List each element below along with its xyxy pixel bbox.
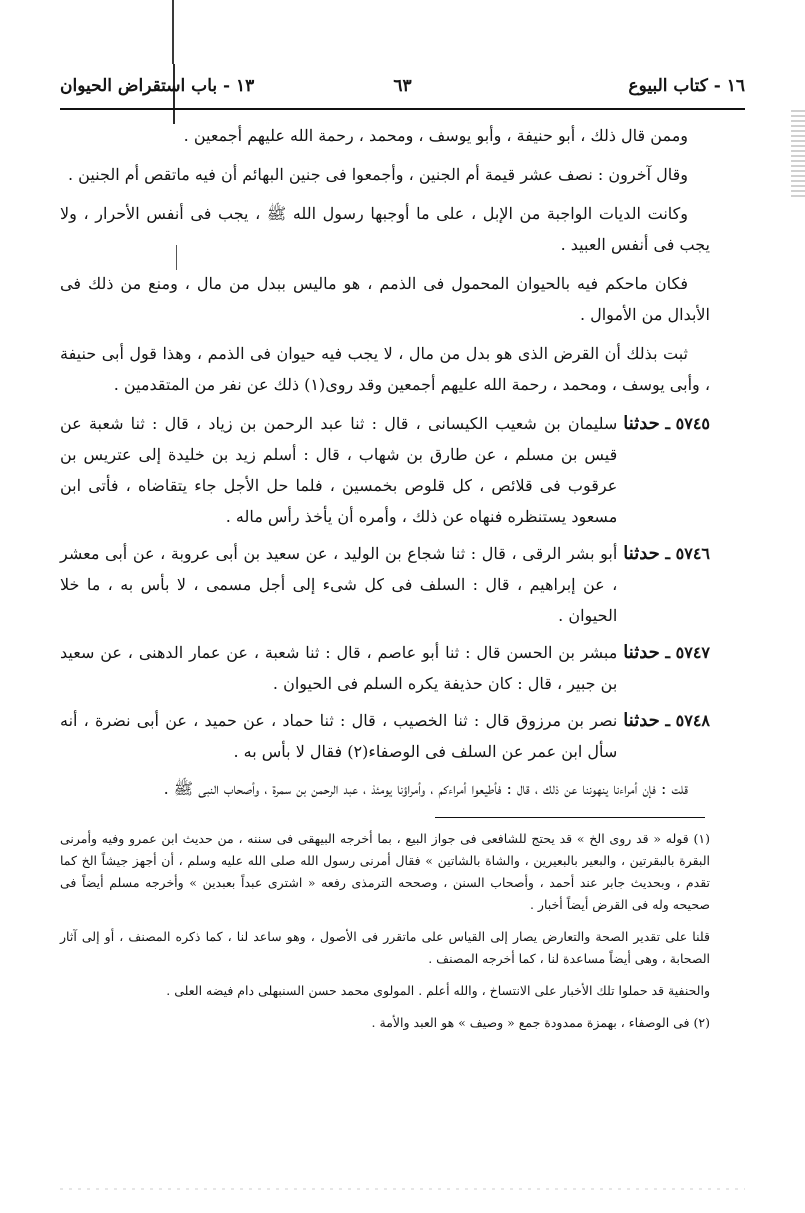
hadith-entry: [60, 637, 710, 699]
hadith-text: أبو بشر الرقى ، قال : ثنا شجاع بن الوليد ، عن سعيد بن أبى عروبة ، عن أبى معشر ، عن إبراهيم ، قال : السلف فى كل شىء إلى أجل مسمى ، لا بأس به ، ما خلا الحيوان .: [60, 544, 618, 625]
hadith-entry: [60, 538, 710, 631]
footnote-rule: [435, 817, 705, 818]
hadith-text: سليمان بن شعيب الكيسانى ، قال : ثنا عبد الرحمن بن زياد ، قال : ثنا شعبة عن قيس بن مسلم ، عن طارق بن شهاب ، قال : أسلم زيد بن خليدة إلى عتريس بن عرقوب فى قلائص ، كل قلوص بخمسين ، فلما حل الأجل جاء يتقاضاه ، فأتى ابن مسعود يستنظره فنهاه عن ذلك ، وأمره أن يأخذ رأس ماله .: [60, 414, 618, 526]
main-text: [60, 120, 710, 812]
footnote-2: (٢) فى الوصفاء ، بهمزة ممدودة جمع « وصيف » هو العبد والأمة .: [371, 1015, 710, 1030]
footnote-1-continued: قلنا على تقدير الصحة والتعارض يصار إلى القياس على ماتقرر فى الأصول ، وهو ساعد لنا ، كما ذكره المصنف ، أو إلى آثار الصحابة ، وهى أيضاً مساعدة لنا ، كما أخرجه المصنف .: [60, 929, 710, 966]
paragraph: وكانت الديات الواجبة من الإبل ، على ما أوجبها رسول الله ﷺ ، يجب فى أنفس الأحرار ، ولا يجب فى أنفس العبيد .: [60, 204, 710, 254]
hadith-keyword: حدثنا: [623, 413, 660, 434]
hadith-number: ٥٧٤٧ ـ حدثنا: [623, 642, 710, 663]
paragraph: قلت : فإن أمراءنا ينهوننا عن ذلك ، قال : فأطيعوا أمراءكم ، وأمراؤنا يومئذ ، عبد الرحمن بن سمرة ، وأصحاب النبى ﷺ .: [163, 779, 688, 798]
footnote-1: (١) قوله « قد روى الخ » قد يحتج للشافعى فى جواز البيع ، بما أخرجه البيهقى فى سننه ، من حديث ابن عمرو وفيه وأمرنى البقرة بالبقرتين ، والبعير بالبعيرين ، والشاة بالشاتين » فقال أمرنى رسول الله صلى الله عليه وسلم ، أن أجهز جيشاً الخ كما تقدم ، وبحديث جابر عند أحمد ، وأصحاب السنن ، وصححه الترمذى رفعه « اشترى عبداً بعبدين » وأخرجه مسلم أيضاً فى صحيحه وله فى القرض أيضاً أخبار .: [60, 831, 710, 912]
hadith-keyword: حدثنا: [623, 543, 660, 564]
running-header: [60, 70, 745, 110]
scan-bottom-noise: [60, 1188, 745, 1190]
hadith-number: ٥٧٤٨ ـ حدثنا: [623, 710, 710, 731]
hadith-keyword: حدثنا: [623, 642, 660, 663]
hadith-number: ٥٧٤٥ ـ حدثنا: [623, 413, 710, 434]
hadith-number: ٥٧٤٦ ـ حدثنا: [623, 543, 710, 564]
header-section: ١٣ - باب استقراض الحيوان: [60, 76, 255, 96]
paragraph: فكان ماحكم فيه بالحيوان المحمول فى الذمم ، هو ماليس ببدل من مال ، ومنع من ذلك فى الأبدال من الأموال .: [60, 274, 710, 324]
hadith-text: نصر بن مرزوق قال : ثنا الخصيب ، قال : ثنا حماد ، عن حميد ، عن أبى نضرة ، أنه سأل ابن عمر عن السلف فى الوصفاء(٢) فقال لا بأس به .: [60, 711, 618, 761]
paragraph: ثبت بذلك أن القرض الذى هو بدل من مال ، لا يجب فيه حيوان فى الذمم ، وهذا قول أبى حنيفة ، وأبى يوسف ، ومحمد ، رحمة الله عليهم أجمعين وقد روى(١) ذلك عن نفر من المتقدمين .: [60, 344, 710, 394]
hadith-entry: [60, 408, 710, 532]
footnote-1-signature: والحنفية قد حملوا تلك الأخبار على الانتساخ ، والله أعلم . المولوى محمد حسن السنبهلى دام فيضه العلى .: [166, 983, 710, 998]
hadith-keyword: حدثنا: [623, 710, 660, 731]
page-number: ٦٣: [393, 76, 412, 96]
hadith-text: مبشر بن الحسن قال : ثنا أبو عاصم ، قال : ثنا شعبة ، عن عمار الدهنى ، عن سعيد بن جبير ، قال : كان حذيفة يكره السلم فى الحيوان .: [60, 643, 618, 693]
header-rule: [60, 108, 745, 110]
scan-artifact-line: [172, 0, 174, 64]
paragraph: وممن قال ذلك ، أبو حنيفة ، وأبو يوسف ، ومحمد ، رحمة الله عليهم أجمعين .: [183, 126, 688, 145]
footnotes: [60, 828, 710, 1044]
paragraph: وقال آخرون : نصف عشر قيمة أم الجنين ، وأجمعوا فى جنين البهائم أن فيه ماتقص أم الجنين .: [67, 165, 688, 184]
hadith-entry: [60, 705, 710, 767]
header-chapter: ١٦ - كتاب البيوع: [628, 76, 745, 96]
scan-edge-noise: [791, 110, 805, 200]
